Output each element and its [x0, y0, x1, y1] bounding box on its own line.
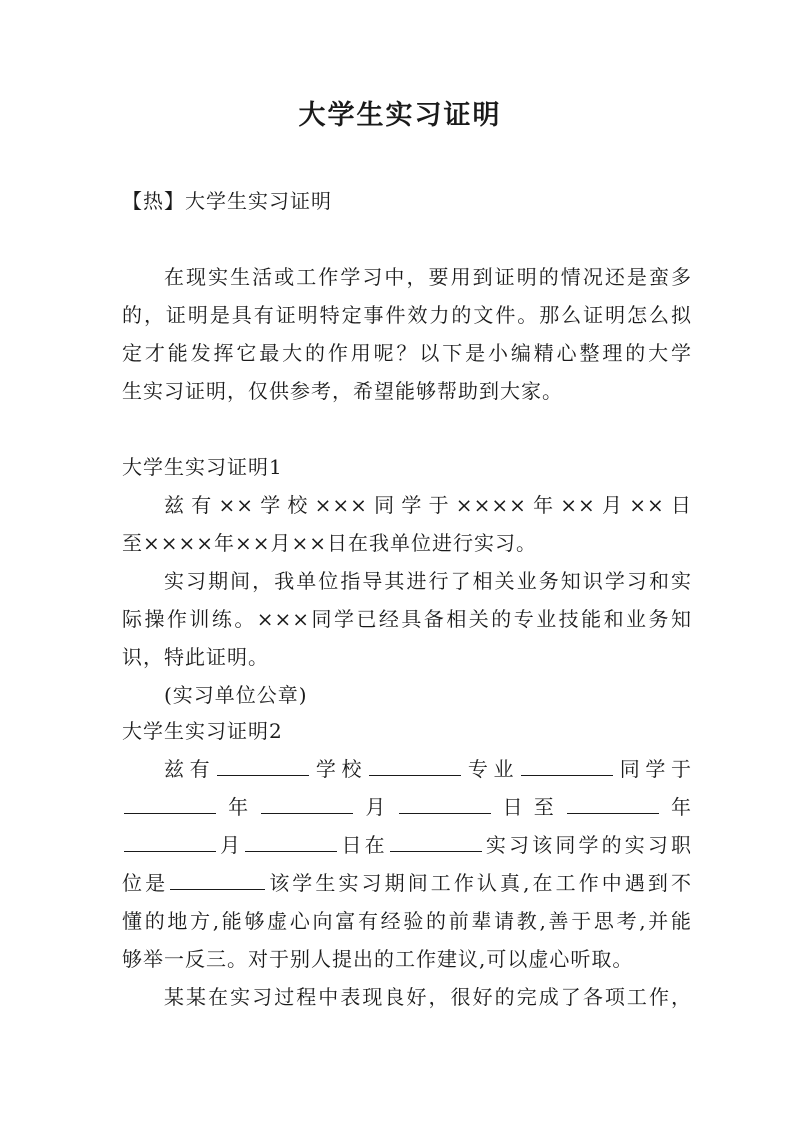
form-line-3: [122, 830, 692, 860]
end-day-blank: [245, 831, 337, 852]
form-label-year: 年: [218, 795, 260, 819]
company-seal-note: (实习单位公章): [164, 683, 308, 707]
form-line-1: [164, 754, 692, 784]
company-blank: [390, 831, 482, 852]
section2-line-6: 够举一反三。对于别人提出的工作建议,可以虚心听取。: [122, 947, 634, 971]
end-month-blank: [124, 831, 216, 852]
section1-p2-line-1: 实习期间，我单位指导其进行了相关业务知识学习和实: [164, 569, 692, 593]
intro-line-3: 定才能发挥它最大的作用呢？以下是小编精心整理的大学: [122, 341, 692, 365]
form-label-major: 专业: [463, 757, 520, 781]
major-blank: [369, 755, 461, 776]
form-label-ri-zhi: 日至: [492, 795, 565, 819]
section1-p2-line-2: 际操作训练。×××同学已经具备相关的专业技能和业务知: [122, 607, 692, 631]
end-year-blank: [567, 793, 659, 814]
form-label-wei-shi: 位是: [122, 871, 169, 895]
school-blank: [217, 755, 309, 776]
start-year-blank: [124, 793, 216, 814]
form-label-zi-you: 兹有: [164, 757, 216, 781]
form-text-position: 该同学的实习职: [532, 833, 693, 857]
section1-heading: 大学生实习证明1: [122, 455, 283, 479]
section1-p1-line-2: 至××××年××月××日在我单位进行实习。: [122, 531, 538, 555]
section1-p2-line-3: 识，特此证明。: [122, 645, 269, 669]
form-line-4: [122, 868, 692, 898]
form-label-school: 学校: [311, 757, 368, 781]
start-day-blank: [399, 793, 491, 814]
section2-heading: 大学生实习证明2: [122, 719, 283, 743]
form-label-shi-xi: 实习: [483, 833, 533, 857]
section1-p1-line-1: 兹有××学校×××同学于××××年××月××日: [164, 493, 692, 517]
form-label-tong-xue-yu: 同学于: [615, 757, 693, 781]
form-label-year-2: 年: [660, 795, 692, 819]
student-name-blank: [521, 755, 613, 776]
form-label-month: 月: [355, 795, 397, 819]
form-label-ri-zai: 日在: [339, 833, 388, 857]
document-title: 大学生实习证明: [298, 100, 502, 131]
intro-line-2: 的，证明是具有证明特定事件效力的文件。那么证明怎么拟: [122, 303, 692, 327]
form-label-month-2: 月: [218, 833, 244, 857]
section2-line-5: 懂的地方,能够虚心向富有经验的前辈请教,善于思考,并能: [122, 909, 692, 933]
position-blank: [170, 869, 265, 890]
intro-line-1: 在现实生活或工作学习中，要用到证明的情况还是蛮多: [164, 265, 692, 289]
form-line-2: [122, 792, 692, 822]
section2-last-paragraph: 某某在实习过程中表现良好，很好的完成了各项工作，: [164, 985, 692, 1009]
intro-line-4: 生实习证明，仅供参考，希望能够帮助到大家。: [122, 379, 563, 403]
start-month-blank: [261, 793, 353, 814]
subtitle: 【热】大学生实习证明: [122, 189, 332, 213]
form-text-evaluation: 该学生实习期间工作认真,在工作中遇到不: [267, 871, 692, 895]
